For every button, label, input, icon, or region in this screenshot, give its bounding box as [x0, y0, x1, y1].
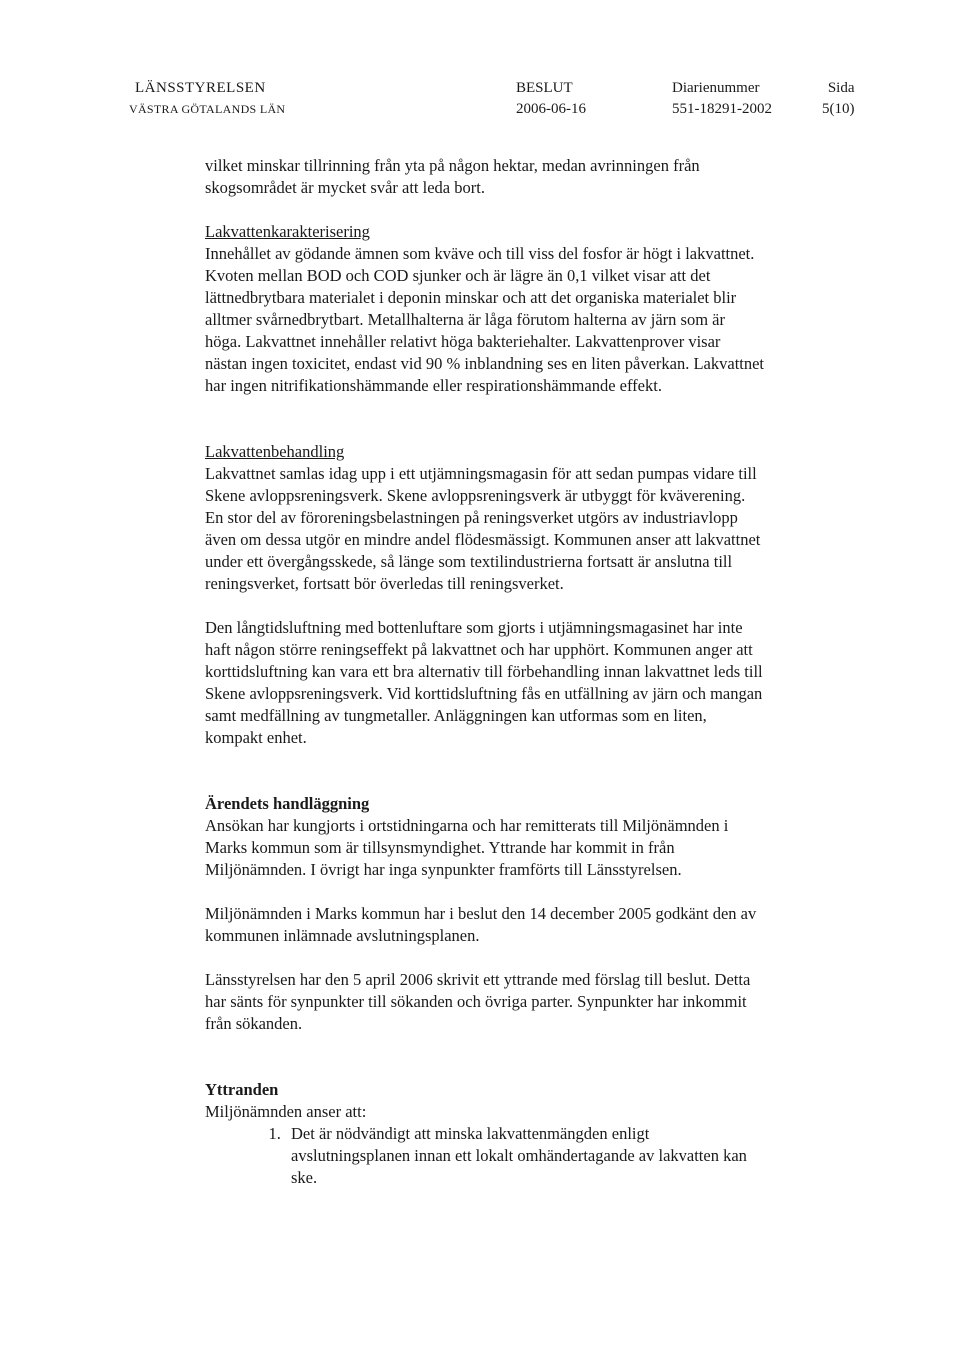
paragraph-miljonamnden-beslut: Miljönämnden i Marks kommun har i beslut den 14 december 2005 godkänt den av kommunen inlämnade avslutningsplanen.: [205, 904, 757, 945]
page-number: 5(10): [822, 101, 855, 117]
paragraph-lakvattenkarakterisering: Innehållet av gödande ämnen som kväve och till viss del fosfor är högt i lakvattnet. Kvoten mellan BOD och COD sjunker och är lägre än 0,1 vilket visar att det lättnedbrytbara materialet i deponin minskar och att det organiska materialet blir alltmer svårnedbrytbart. Metallhalterna är låga förutom halterna av järn som är höga. Lakvattnet innehåller relativt höga bakteriehalter. Lakvattenprover visar nästan ingen toxicitet, endast vid 90 % inblandning ses en liten påverkan. Lakvattnet har ingen nitrifikationshämmande eller respirationshämmande effekt.: [205, 244, 765, 395]
paragraph-lansstyrelsen-yttrande: Länsstyrelsen har den 5 april 2006 skrivit ett yttrande med förslag till beslut. Detta har sänts för synpunkter till sökanden och övriga parter. Synpunkter har inkommit från sökanden.: [205, 970, 751, 1033]
paragraph-lakvattenbehandling: Lakvattnet samlas idag upp i ett utjämningsmagasin för att sedan pumpas vidare till Skene avloppsreningsverk. Skene avloppsreningsverk är utbyggt för kväverening. En stor del av föroreningsbelastningen på reningsverket utgörs av industriavlopp även om dessa utgör en mindre andel flödesmässigt. Kommunen anser att lakvattnet under ett övergångsskede, så länge som textilindustrierna fortsatt är anslutna till reningsverket, fortsatt bör överledas till reningsverket.: [205, 464, 761, 593]
page-label: Sida: [827, 80, 855, 96]
paragraph-ansokan: Ansökan har kungjorts i ortstidningarna och har remitterats till Miljönämnden i Marks kommun som är tillsynsmyndighet. Yttrande har kommit in från Miljönämnden. I övrigt har inga synpunkter framförts till Länsstyrelsen.: [205, 816, 729, 879]
document-type: BESLUT: [516, 80, 573, 96]
section-heading-yttranden: Yttranden: [205, 1080, 279, 1099]
header-document: [516, 78, 586, 120]
header-page: [822, 78, 855, 120]
diarie-label: Diarienummer: [672, 80, 760, 96]
section-heading-arendets-handlaggning: Ärendets handläggning: [205, 794, 370, 813]
yttranden-intro: Miljönämnden anser att:: [205, 1102, 367, 1121]
list-item: 1. Det är nödvändigt att minska lakvattenmängden enligt avslutningsplanen innan ett lokalt omhändertagande av lakvatten kan ske.: [285, 1123, 765, 1189]
section-heading-lakvattenbehandling: Lakvattenbehandling: [205, 442, 345, 461]
diarie-number: 551-18291-2002: [672, 101, 772, 117]
document-date: 2006-06-16: [516, 101, 586, 117]
authority-region: VÄSTRA GÖTALANDS LÄN: [129, 102, 286, 116]
yttranden-list: [205, 1123, 765, 1189]
section-heading-lakvattenkarakterisering: Lakvattenkarakterisering: [205, 222, 370, 241]
authority-name: LÄNSSTYRELSEN: [135, 80, 266, 96]
header-authority: [129, 78, 286, 120]
document-body: [205, 155, 765, 1189]
paragraph-langtidsluftning: Den långtidsluftning med bottenluftare som gjorts i utjämningsmagasinet har inte haft någon större reningseffekt på lakvattnet och har upphört. Kommunen anger att korttidsluftning kan vara ett bra alternativ till förbehandling innan lakvattnet leds till Skene avloppsreningsverk. Vid korttidsluftning fås en utfällning av järn och mangan samt medfällning av tungmetaller. Anläggningen kan utformas som en liten, kompakt enhet.: [205, 618, 763, 747]
intro-paragraph: vilket minskar tillrinning från yta på någon hektar, medan avrinningen från skogsområdet är mycket svår att leda bort.: [205, 156, 700, 197]
header-diarie: [672, 78, 772, 120]
